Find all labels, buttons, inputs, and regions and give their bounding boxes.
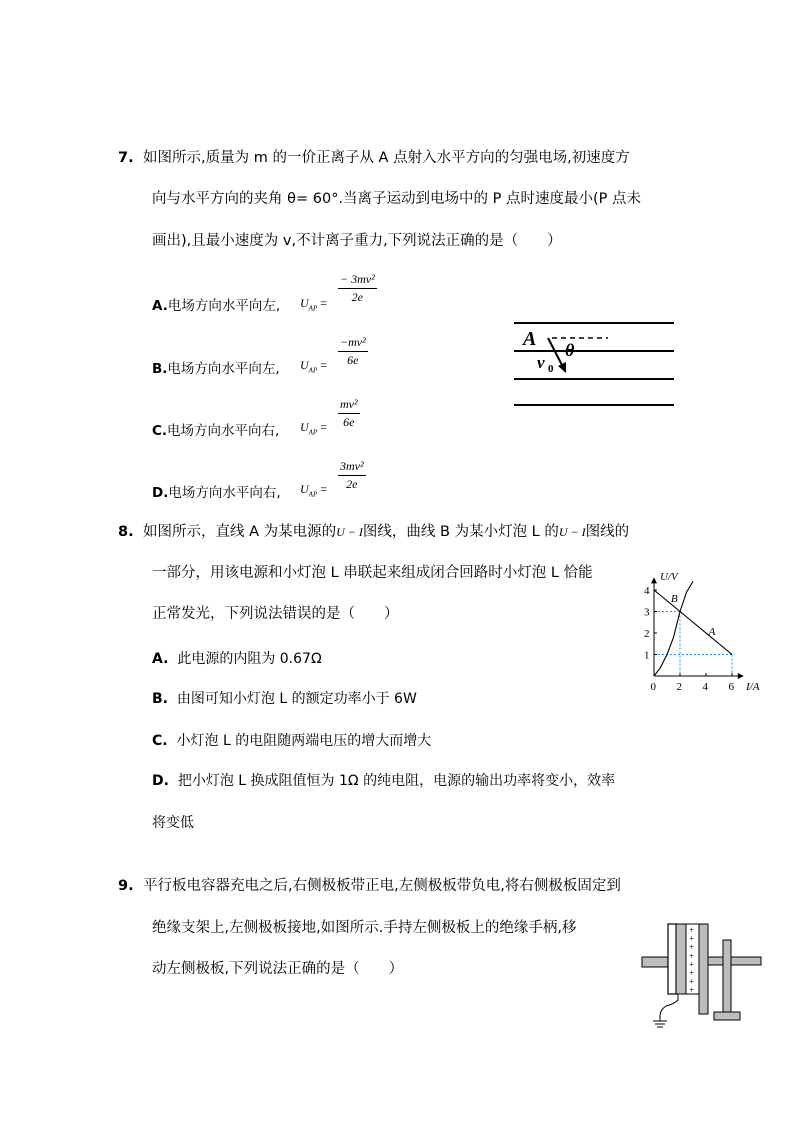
y-axis-arrowhead bbox=[651, 577, 657, 583]
plus-charge-sign: + bbox=[689, 976, 695, 987]
q7-option-b[interactable] bbox=[152, 360, 280, 378]
q7-option-d[interactable] bbox=[152, 484, 281, 502]
line-a-label: A bbox=[708, 626, 716, 639]
q9-line-3: 动左侧极板,下列说法正确的是（ ） bbox=[152, 961, 404, 977]
option-text: 电场方向水平向右, bbox=[168, 485, 281, 501]
q9-line-1: 平行板电容器充电之后,右侧极板带正电,左侧极板带负电,将右侧极板固定到 bbox=[143, 878, 621, 894]
point-a-label: A bbox=[523, 328, 537, 350]
q8-line-3: 正常发光，下列说法错误的是（ ） bbox=[152, 606, 399, 622]
ground-icon bbox=[653, 1021, 667, 1027]
option-label: B. bbox=[152, 361, 168, 377]
q7-option-d-uap: $U_{AP}$ = bbox=[300, 482, 328, 499]
right-plate bbox=[699, 924, 708, 1014]
left-plate bbox=[676, 924, 686, 994]
q7-line-1: 如图所示,质量为 m 的一价正离子从 A 点射入水平方向的匀强电场,初速度方 bbox=[143, 150, 630, 166]
q7-option-a-fraction: $\frac{\text{− 3mv²}}{2e}$ bbox=[340, 272, 375, 304]
plus-charge-sign: + bbox=[689, 985, 695, 996]
support-base bbox=[714, 1012, 740, 1020]
chart-ticks bbox=[644, 585, 735, 693]
q7-option-b-uap: $U_{AP}$ = bbox=[300, 358, 328, 375]
q9-line-2: 绝缘支架上,左侧极板接地,如图所示.手持左侧极板上的绝缘手柄,移 bbox=[152, 920, 577, 936]
plus-charge-sign: + bbox=[689, 959, 695, 970]
option-label: D. bbox=[152, 485, 169, 501]
q8-option-d-continued: 将变低 bbox=[152, 815, 194, 831]
x-tick-label: 6 bbox=[728, 681, 734, 693]
velocity-subscript: 0 bbox=[548, 363, 554, 375]
option-text: 电场方向水平向左, bbox=[167, 361, 280, 377]
q7-option-a[interactable] bbox=[152, 297, 280, 315]
q7-option-b-fraction: $\frac{\text{−mv²}}{6e}$ bbox=[340, 335, 366, 367]
q7-option-c-fraction: $\frac{\text{mv²}}{6e}$ bbox=[340, 397, 358, 429]
q7-number: 7. bbox=[118, 150, 134, 166]
plus-charge-sign: + bbox=[689, 968, 695, 978]
y-tick-label: 3 bbox=[644, 606, 650, 619]
q8-option-b[interactable]: B. 由图可知小灯泡 L 的额定功率小于 6W bbox=[152, 691, 417, 707]
q7-option-c[interactable] bbox=[152, 422, 279, 440]
plus-charge-sign: + bbox=[689, 925, 695, 935]
plus-charge-sign: + bbox=[689, 942, 695, 953]
velocity-label: v bbox=[537, 353, 545, 372]
right-plate-charges bbox=[689, 925, 694, 995]
q8-line-2: 一部分，用该电源和小灯泡 L 串联起来组成闭合回路时小灯泡 L 恰能 bbox=[152, 565, 593, 581]
q7-line-3: 画出),且最小速度为 v,不计离子重力,下列说法正确的是（ ） bbox=[152, 233, 562, 249]
option-label: A. bbox=[152, 298, 168, 314]
x-tick-label: 2 bbox=[676, 681, 682, 693]
chart-series bbox=[654, 581, 732, 676]
q7-field-diagram bbox=[510, 316, 680, 412]
option-label: C. bbox=[152, 423, 168, 439]
insulating-support-post bbox=[723, 940, 731, 1012]
x-axis-arrowhead bbox=[738, 673, 744, 679]
x-axis-label: I/A bbox=[746, 681, 760, 693]
x-tick-label: 0 bbox=[650, 681, 656, 693]
q8-ui-chart bbox=[640, 563, 774, 703]
q8-number: 8. bbox=[118, 524, 134, 540]
option-text: 电场方向水平向左, bbox=[167, 298, 281, 314]
left-plate-insulator-strip bbox=[668, 924, 676, 994]
ground-wire bbox=[660, 994, 678, 1021]
q8-line-1: 如图所示，直线 A 为某电源的U − I图线，曲线 B 为某小灯泡 L 的U − I图线的 bbox=[143, 524, 630, 540]
x-tick-label: 4 bbox=[702, 681, 708, 693]
option-text: 电场方向水平向右, bbox=[167, 423, 280, 439]
chart-guides bbox=[654, 612, 732, 677]
q7-option-a-uap: $U_{AP}$ = bbox=[300, 296, 328, 313]
q7-line-2: 向与水平方向的夹角 θ= 60°.当离子运动到电场中的 P 点时速度最小(P 点未 bbox=[152, 191, 642, 207]
q8-option-c[interactable]: C. 小灯泡 L 的电阻随两端电压的增大而增大 bbox=[152, 733, 432, 749]
q7-option-d-fraction: $\frac{\text{3mv²}}{2e}$ bbox=[340, 459, 364, 491]
plus-charge-sign: + bbox=[689, 933, 695, 944]
series-a-line bbox=[654, 590, 732, 655]
y-tick-label: 1 bbox=[644, 649, 650, 662]
q9-capacitor-diagram bbox=[626, 918, 776, 1030]
y-tick-label: 4 bbox=[644, 585, 650, 597]
q8-option-d[interactable]: D. 把小灯泡 L 换成阻值恒为 1Ω 的纯电阻，电源的输出功率将变小，效率 bbox=[152, 773, 616, 789]
y-tick-label: 2 bbox=[644, 628, 650, 640]
insulating-support-arm bbox=[708, 957, 761, 965]
q8-option-a[interactable]: A. 此电源的内阻为 0.67Ω bbox=[152, 651, 322, 667]
q7-option-c-uap: $U_{AP}$ = bbox=[300, 420, 328, 437]
y-axis-label: U/V bbox=[660, 571, 678, 583]
q9-number: 9. bbox=[118, 878, 134, 894]
plus-charge-sign: + bbox=[689, 950, 695, 961]
chart-axes bbox=[651, 577, 744, 679]
angle-theta-label: θ bbox=[565, 340, 575, 360]
curve-b-label: B bbox=[670, 592, 678, 605]
